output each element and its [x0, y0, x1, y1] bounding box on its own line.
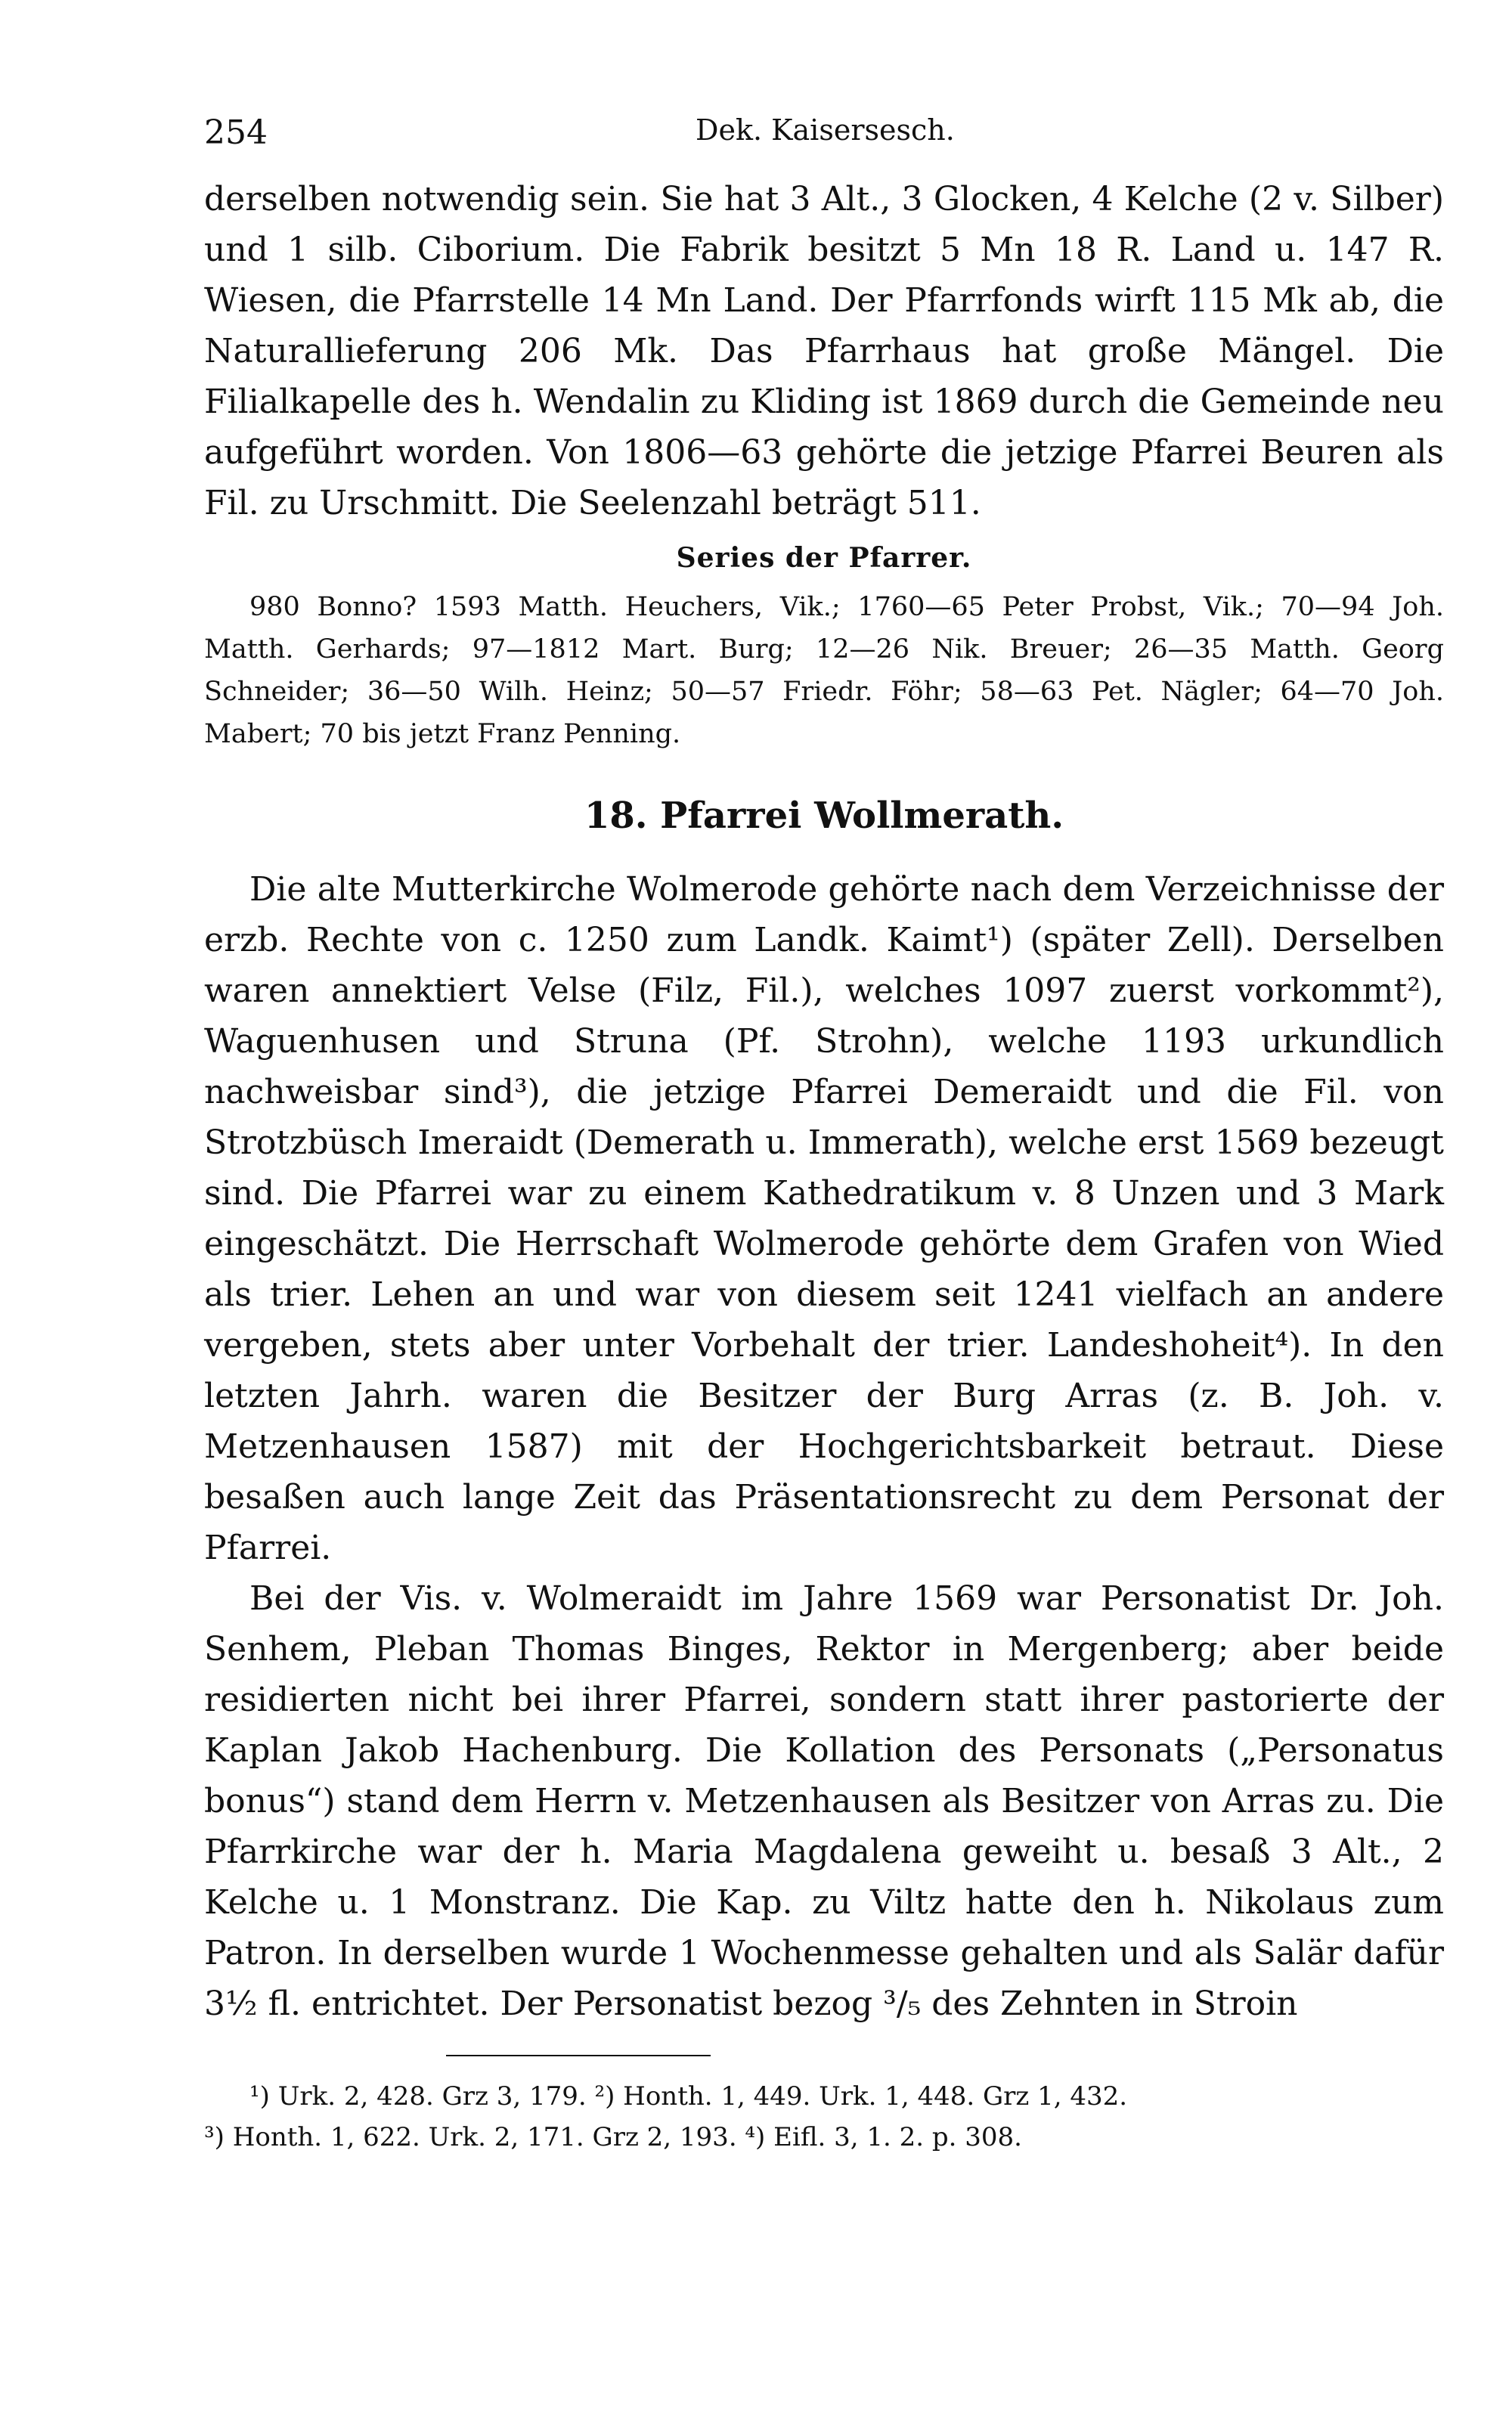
section-heading-wollmerath: 18. Pfarrei Wollmerath. [584, 795, 1064, 837]
series-of-pastors: 980 Bonno? 1593 Matth. Heuchers, Vik.; 1760—65 Peter Probst, Vik.; 70—94 Joh. Matth. Gerhards; 97—1812 Mart. Burg; 12—26 Nik. Breuer; 26—35 Matth. Georg Schneider; 36—50 Wilh. Heinz; 50—57 Friedr. Föhr; 58—63 Pet. Nägler; 64—70 Joh. Mabert; 70 bis jetzt Franz Penning. [204, 592, 1444, 749]
paragraph-beuren: derselben notwendig sein. Sie hat 3 Alt., 3 Glocken, 4 Kelche (2 v. Silber) und 1 silb. Ciborium. Die Fabrik besitzt 5 Mn 18 R. Land u. 147 R. Wiesen, die Pfarrstelle 14 Mn Land. Der Pfarrfonds wirft 115 Mk ab, die Naturallieferung 206 Mk. Das Pfarrhaus hat große Mängel. Die Filialkapelle des h. Wendalin zu Kliding ist 1869 durch die Gemeinde neu aufgeführt worden. Von 1806—63 gehörte die jetzige Pfarrei Beuren als Fil. zu Urschmitt. Die Seelenzahl beträgt 511. [204, 180, 1444, 522]
footnotes [204, 2076, 1444, 2158]
running-head [204, 113, 1444, 174]
footnote-divider [446, 2055, 711, 2056]
paragraph-mother-church: Die alte Mutterkirche Wolmerode gehörte nach dem Verzeichnisse der erzb. Rechte von c. 1250 zum Landk. Kaimt¹) (später Zell). Derselben waren annektiert Velse (Filz, Fil.), welches 1097 zuerst vorkommt²), Waguenhusen und Struna (Pf. Strohn), welche 1193 urkundlich nachweisbar sind³), die jetzige Pfarrei Demeraidt und die Fil. von Strotzbüsch Imeraidt (Demerath u. Immerath), welche erst 1569 bezeugt sind. Die Pfarrei war zu einem Kathedratikum v. 8 Unzen und 3 Mark eingeschätzt. Die Herrschaft Wolmerode gehörte dem Grafen von Wied als trier. Lehen an und war von diesem seit 1241 vielfach an andere vergeben, stets aber unter Vorbehalt der trier. Landeshoheit⁴). In den letzten Jahrh. waren die Besitzer der Burg Arras (z. B. Joh. v. Metzenhausen 1587) mit der Hochgerichtsbarkeit betraut. Diese besaßen auch lange Zeit das Präsentationsrecht zu dem Personat der Pfarrei. [204, 870, 1444, 1567]
series-heading: Series der Pfarrer. [676, 542, 972, 574]
page-number: 254 [204, 113, 268, 152]
footnote-line-1: ¹) Urk. 2, 428. Grz 3, 179. ²) Honth. 1, 449. Urk. 1, 448. Grz 1, 432. [249, 2081, 1128, 2112]
book-page [204, 113, 1444, 2158]
paragraph-visitation: Bei der Vis. v. Wolmeraidt im Jahre 1569 war Personatist Dr. Joh. Senhem, Pleban Thomas Binges, Rektor in Mergenberg; aber beide residierten nicht bei ihrer Pfarrei, sondern statt ihrer pastorierte der Kaplan Jakob Hachenburg. Die Kollation des Personats („Personatus bonus“) stand dem Herrn v. Metzenhausen als Besitzer von Arras zu. Die Pfarrkirche war der h. Maria Magdalena geweiht u. besaß 3 Alt., 2 Kelche u. 1 Monstranz. Die Kap. zu Viltz hatte den h. Nikolaus zum Patron. In derselben wurde 1 Wochenmesse gehalten und als Salär dafür 3½ fl. entrichtet. Der Personatist bezog ³/₅ des Zehnten in Stroin [204, 1579, 1444, 2023]
main-text [204, 174, 1444, 2029]
running-title: Dek. Kaisersesch. [696, 113, 955, 147]
footnote-line-2: ³) Honth. 1, 622. Urk. 2, 171. Grz 2, 193. ⁴) Eifl. 3, 1. 2. p. 308. [204, 2122, 1022, 2152]
